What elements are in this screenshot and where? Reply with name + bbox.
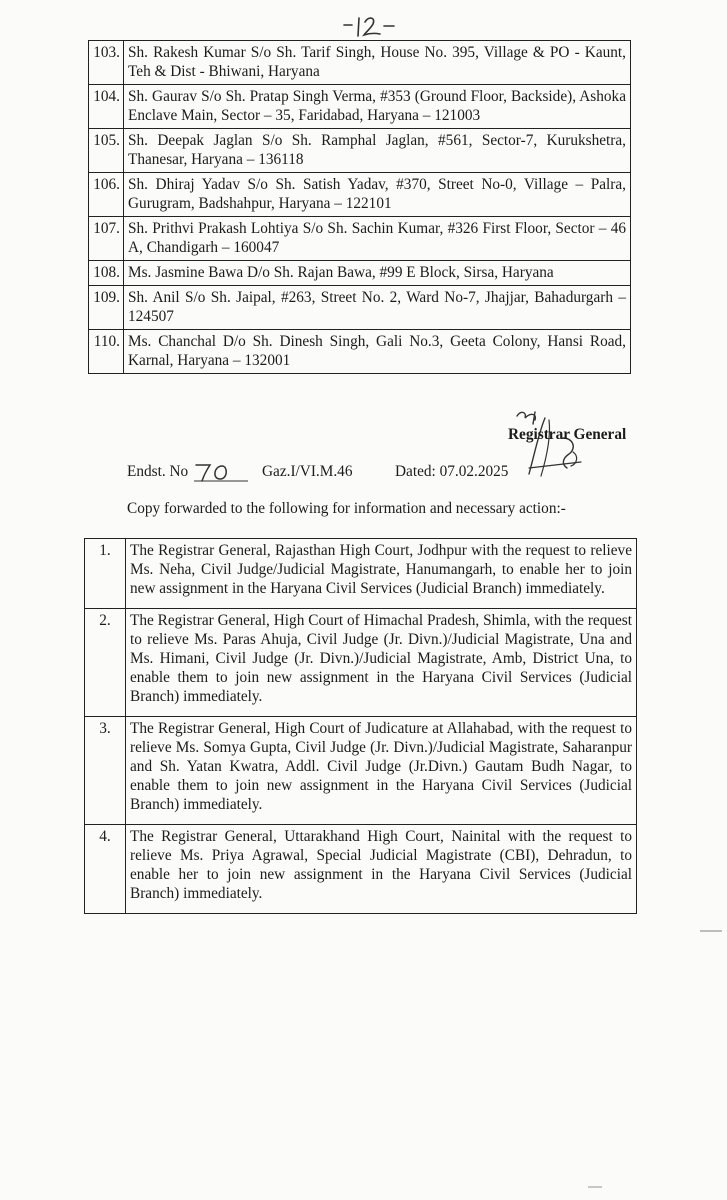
row-text: The Registrar General, High Court of Himachal Pradesh, Shimla, with the request to relieve Ms. Paras Ahuja, Civil Judge (Jr. Divn.)/Judicial Magistrate, Una and Ms. Himani, Civil Judge (Jr. Divn.)/Judicial Magistrate, Amb, District Una, to enable them to join new assignment in the Haryana Civil Services (Judicial Branch) immediately. <box>126 609 637 717</box>
copy-forwarded-text: Copy forwarded to the following for information and necessary action:- <box>127 500 566 517</box>
endorsement-date: Dated: 07.02.2025 <box>395 463 509 480</box>
row-text: Sh. Prithvi Prakash Lohtiya S/o Sh. Sachin Kumar, #326 First Floor, Sector – 46 A, Chandigarh – 160047 <box>124 217 631 261</box>
row-number: 109. <box>89 286 124 330</box>
row-number: 103. <box>89 41 124 85</box>
row-number: 107. <box>89 217 124 261</box>
row-text: Ms. Jasmine Bawa D/o Sh. Rajan Bawa, #99 E Block, Sirsa, Haryana <box>124 261 631 286</box>
row-text: Sh. Deepak Jaglan S/o Sh. Ramphal Jaglan, #561, Sector-7, Kurukshetra, Thanesar, Haryana – 136118 <box>124 129 631 173</box>
table-row <box>85 539 637 609</box>
row-number: 4. <box>85 825 126 914</box>
table-row <box>85 609 637 717</box>
handwritten-number-icon <box>192 457 250 483</box>
row-text: Ms. Chanchal D/o Sh. Dinesh Singh, Gali No.3, Geeta Colony, Hansi Road, Karnal, Haryana – 132001 <box>124 330 631 374</box>
row-text: The Registrar General, Uttarakhand High Court, Nainital with the request to relieve Ms. Priya Agrawal, Special Judicial Magistrate (CBI), Dehradun, to enable her to join new assignment in the Haryana Civil Services (Judicial Branch) immediately. <box>126 825 637 914</box>
table-row <box>89 261 631 286</box>
scan-mark <box>700 930 722 932</box>
row-text: Sh. Rakesh Kumar S/o Sh. Tarif Singh, House No. 395, Village & PO - Kaunt, Teh & Dist - Bhiwani, Haryana <box>124 41 631 85</box>
row-text: Sh. Gaurav S/o Sh. Pratap Singh Verma, #353 (Ground Floor, Backside), Ashoka Enclave Main, Sector – 35, Faridabad, Haryana – 121003 <box>124 85 631 129</box>
row-text: The Registrar General, Rajasthan High Court, Jodhpur with the request to relieve Ms. Neha, Civil Judge/Judicial Magistrate, Hanumangarh, to enable her to join new assignment in the Haryana Civil Services (Judicial Branch) immediately. <box>126 539 637 609</box>
table-row <box>89 217 631 261</box>
row-number: 1. <box>85 539 126 609</box>
signature-scribble-icon <box>505 408 585 488</box>
row-number: 106. <box>89 173 124 217</box>
row-number: 110. <box>89 330 124 374</box>
scan-mark <box>588 1186 602 1188</box>
table-row <box>89 173 631 217</box>
row-number: 2. <box>85 609 126 717</box>
row-text: Sh. Anil S/o Sh. Jaipal, #263, Street No. 2, Ward No-7, Jhajjar, Bahadurgarh – 124507 <box>124 286 631 330</box>
table-row <box>89 129 631 173</box>
registrar-general-title: Registrar General <box>508 426 627 443</box>
members-table <box>88 40 631 374</box>
table-row <box>89 330 631 374</box>
table-row <box>89 286 631 330</box>
row-text: The Registrar General, High Court of Judicature at Allahabad, with the request to relieve Ms. Somya Gupta, Civil Judge (Jr. Divn.)/Judicial Magistrate, Saharanpur and Sh. Yatan Kwatra, Addl. Civil Judge (Jr.Divn.) Gautam Budh Nagar, to enable them to join new assignment in the Haryana Civil Services (Judicial Branch) immediately. <box>126 717 637 825</box>
row-number: 105. <box>89 129 124 173</box>
recipients-table <box>84 538 637 914</box>
page-number <box>340 8 400 42</box>
endorsement-number-line <box>127 463 250 481</box>
table-row <box>85 825 637 914</box>
row-number: 3. <box>85 717 126 825</box>
endorsement-prefix: Endst. No <box>127 463 193 480</box>
table-row <box>89 85 631 129</box>
row-number: 104. <box>89 85 124 129</box>
table-row <box>85 717 637 825</box>
row-text: Sh. Dhiraj Yadav S/o Sh. Satish Yadav, #370, Street No-0, Village – Palra, Gurugram, Badshahpur, Haryana – 122101 <box>124 173 631 217</box>
handwritten-page-number-icon <box>340 8 400 42</box>
row-number: 108. <box>89 261 124 286</box>
table-row <box>89 41 631 85</box>
endorsement-number <box>192 463 250 481</box>
endorsement-reference: Gaz.I/VI.M.46 <box>262 463 353 480</box>
